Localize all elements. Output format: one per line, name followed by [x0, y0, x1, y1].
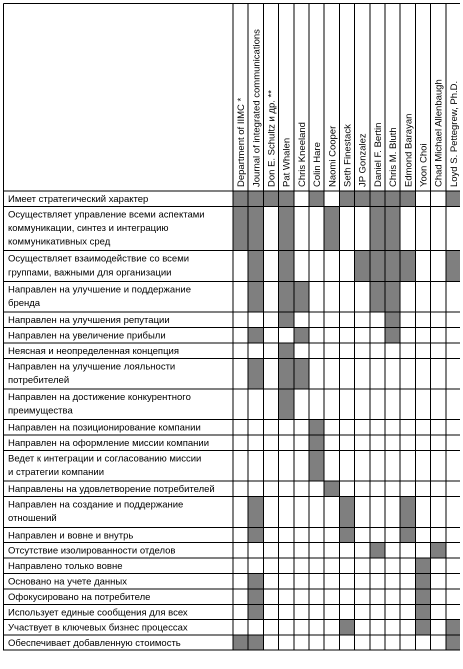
filled-cell: [324, 481, 339, 496]
filled-cell: [446, 620, 460, 635]
filled-cell: [294, 328, 309, 343]
row-label: Направлен на достижение конкурентного: [8, 392, 191, 403]
row-label: Направлено только вовне: [8, 561, 123, 573]
filled-cell: [248, 604, 263, 619]
filled-cell: [400, 191, 415, 206]
column-header: Department of IIMC *: [236, 97, 248, 187]
filled-cell: [385, 328, 400, 343]
row-label: Направлен и вовне и внутрь: [8, 530, 134, 542]
filled-cell: [263, 191, 278, 206]
filled-cell: [248, 358, 263, 389]
filled-cell: [370, 281, 385, 312]
filled-cell: [446, 191, 460, 206]
row-label: Использует единые сообщения для всех: [8, 607, 188, 619]
filled-cell: [324, 206, 339, 250]
filled-cell: [309, 451, 324, 482]
column-header: Daniel F. Bertin: [372, 122, 384, 187]
row-label: Офокусировано на потребителе: [8, 591, 151, 603]
column-header: Journal of integrated communications: [251, 29, 263, 187]
filled-cell: [355, 191, 370, 206]
column-header: Edmond Barayan: [403, 113, 415, 187]
filled-cell: [370, 191, 385, 206]
filled-cell: [248, 281, 263, 312]
row-label: и стратегии компании: [8, 467, 105, 479]
filled-cell: [400, 251, 415, 282]
row-label: Направлен на улучшение лояльности: [8, 361, 176, 373]
column-header: Don E. Schultz и др. **: [266, 90, 278, 187]
column-header: Chris M. Bluth: [388, 127, 400, 187]
filled-cell: [339, 620, 354, 635]
filled-cell: [279, 191, 294, 206]
filled-cell: [248, 191, 263, 206]
row-label: отношений: [8, 513, 57, 525]
row-label: коммуникативных сред: [8, 236, 111, 248]
filled-cell: [233, 206, 248, 250]
row-label: Осуществляет взаимодействие со всеми: [8, 253, 190, 265]
filled-cell: [446, 635, 460, 650]
column-header: Pat Whalen: [281, 137, 293, 187]
filled-cell: [309, 435, 324, 450]
filled-cell: [279, 389, 294, 420]
filled-cell: [248, 635, 263, 650]
column-header: Loyd S. Pettegrew, Ph.D.: [448, 80, 460, 187]
filled-cell: [294, 358, 309, 389]
filled-cell: [355, 251, 370, 282]
filled-cell: [446, 251, 460, 282]
filled-cell: [415, 574, 430, 589]
filled-cell: [279, 312, 294, 327]
filled-cell: [339, 527, 354, 542]
filled-cell: [279, 251, 294, 282]
row-label: Направлены на удовлетворение потребителей: [8, 484, 215, 496]
comparison-matrix: [3, 3, 460, 665]
filled-cell: [415, 620, 430, 635]
row-label: Направлен на увеличение прибыли: [8, 330, 166, 342]
row-label: Обеспечивает добавленную стоимость: [8, 638, 181, 650]
filled-cell: [415, 604, 430, 619]
row-label: потребителей: [8, 374, 70, 386]
row-label: Ведет к интеграции и согласованию миссии: [8, 453, 202, 465]
filled-cell: [279, 343, 294, 358]
filled-cell: [415, 589, 430, 604]
filled-cell: [370, 206, 385, 250]
row-label: коммуникации, синтез и интеграцию: [8, 223, 169, 234]
filled-cell: [385, 191, 400, 206]
filled-cell: [248, 206, 263, 250]
row-label: бренда: [8, 298, 41, 309]
filled-cell: [400, 527, 415, 542]
row-label: Направлен на позиционирование компании: [8, 422, 201, 434]
column-header: Colin Hare: [312, 142, 324, 187]
column-header: Yoon Choi: [418, 143, 430, 187]
row-label: группами, важными для организации: [8, 267, 172, 279]
column-header: Chad Michael Allenbaugh: [433, 79, 445, 187]
filled-cell: [248, 328, 263, 343]
filled-cell: [248, 589, 263, 604]
filled-cell: [279, 281, 294, 312]
filled-cell: [415, 558, 430, 573]
column-header: Chris Kneeland: [296, 122, 308, 187]
filled-cell: [385, 251, 400, 282]
row-label: Направлен на оформление миссии компании: [8, 438, 210, 450]
filled-cell: [233, 191, 248, 206]
row-label: Направлен на улучшение и поддержание: [8, 284, 192, 296]
row-label: Имеет стратегический характер: [8, 194, 149, 205]
filled-cell: [309, 420, 324, 435]
filled-cell: [370, 251, 385, 282]
column-header: Naomi Cooper: [327, 125, 339, 187]
filled-cell: [233, 635, 248, 650]
filled-cell: [248, 497, 263, 528]
filled-cell: [309, 191, 324, 206]
row-label: Направлен на создание и поддержание: [8, 499, 184, 511]
row-label: Отсутствие изолированности отделов: [8, 545, 176, 557]
filled-cell: [294, 281, 309, 312]
row-label: Неясная и неопределенная концепция: [8, 345, 179, 357]
filled-cell: [279, 358, 294, 389]
row-label: Направлен на улучшения репутации: [8, 315, 170, 327]
filled-cell: [279, 206, 294, 250]
column-header: JP Gonzalez: [357, 133, 369, 187]
filled-cell: [339, 191, 354, 206]
filled-cell: [431, 543, 446, 558]
column-header: Seth Finestack: [342, 124, 354, 187]
filled-cell: [385, 312, 400, 327]
row-label: Осуществляет управление всеми аспектами: [8, 209, 205, 221]
filled-cell: [339, 497, 354, 528]
filled-cell: [248, 251, 263, 282]
row-label: Участвует в ключевых бизнес процессах: [8, 622, 188, 634]
filled-cell: [248, 527, 263, 542]
filled-cell: [385, 206, 400, 250]
filled-cell: [400, 497, 415, 528]
filled-cell: [248, 574, 263, 589]
filled-cell: [385, 281, 400, 312]
row-label: преимущества: [8, 405, 73, 417]
row-label: Основано на учете данных: [8, 576, 127, 588]
filled-cell: [370, 543, 385, 558]
